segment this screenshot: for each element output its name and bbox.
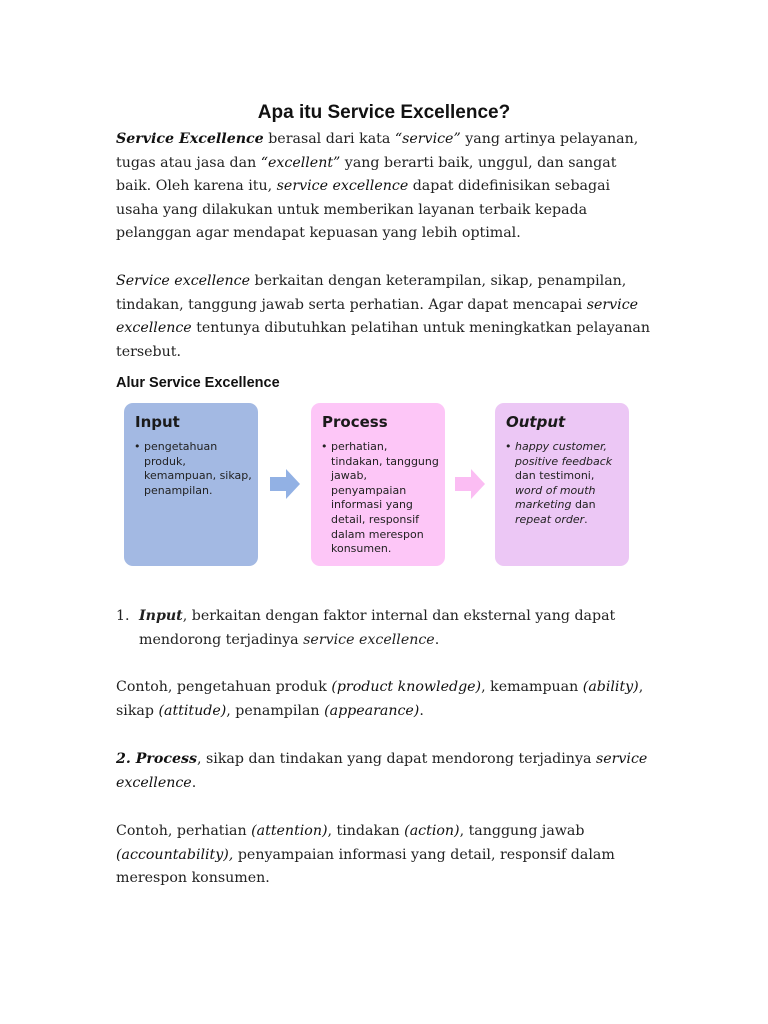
input-box-item: • pengetahuan produk, kemampuan, sikap, penampilan. (134, 440, 254, 498)
list-number-1: 1. (116, 608, 130, 624)
process-box-list (321, 440, 441, 557)
contoh-input-paragraph: Contoh, pengetahuan produk (product knowledge), kemampuan (ability), sikap (attitude), penampilan (appearance). (116, 679, 644, 719)
intro-paragraph: Service Excellence berasal dari kata “service” yang artinya pelayanan, tugas atau jasa dan “excellent” yang berarti baik, unggul, dan sangat baik. Oleh karena itu, service excellence dapat didefinisikan sebagai usaha yang dilakukan untuk memberikan layanan terbaik kepada pelanggan agar mendapat kepuasan yang lebih optimal. (116, 131, 639, 241)
input-box-title: Input (135, 413, 180, 431)
process-box (311, 403, 445, 566)
process-box-title: Process (322, 413, 388, 431)
arrow-right-icon (455, 469, 485, 499)
input-box (124, 403, 258, 566)
process-paragraph: 2. Process, sikap dan tindakan yang dapat mendorong terjadinya service excellence. (116, 751, 648, 791)
output-box-item: • happy customer, positive feedback dan testimoni, word of mouth marketing dan repeat order. (505, 440, 625, 528)
page-title: Apa itu Service Excellence? (257, 102, 511, 123)
second-paragraph: Service excellence berkaitan dengan keterampilan, sikap, penampilan, tindakan, tanggung jawab serta perhatian. Agar dapat mencapai service excellence tentunya dibutuhkan pelatihan untuk meningkatkan pelayanan tersebut. (116, 273, 650, 360)
list-item-input: Input, berkaitan dengan faktor internal dan eksternal yang dapat mendorong terjadinya service excellence. (139, 608, 616, 648)
arrow-right-icon (270, 469, 300, 499)
output-box-title: Output (506, 413, 566, 431)
term-service-excellence: Service Excellence (116, 131, 264, 147)
flow-heading: Alur Service Excellence (116, 375, 280, 391)
input-box-list (134, 440, 254, 498)
output-box-list (505, 440, 625, 528)
output-box (495, 403, 629, 566)
contoh-process-paragraph: Contoh, perhatian (attention), tindakan (action), tanggung jawab (accountability), penyampaian informasi yang detail, responsif dalam merespon konsumen. (116, 823, 615, 886)
process-box-item: • perhatian, tindakan, tanggung jawab, penyampaian informasi yang detail, responsif dalam merespon konsumen. (321, 440, 441, 557)
service-excellence-flow-diagram (124, 403, 630, 568)
